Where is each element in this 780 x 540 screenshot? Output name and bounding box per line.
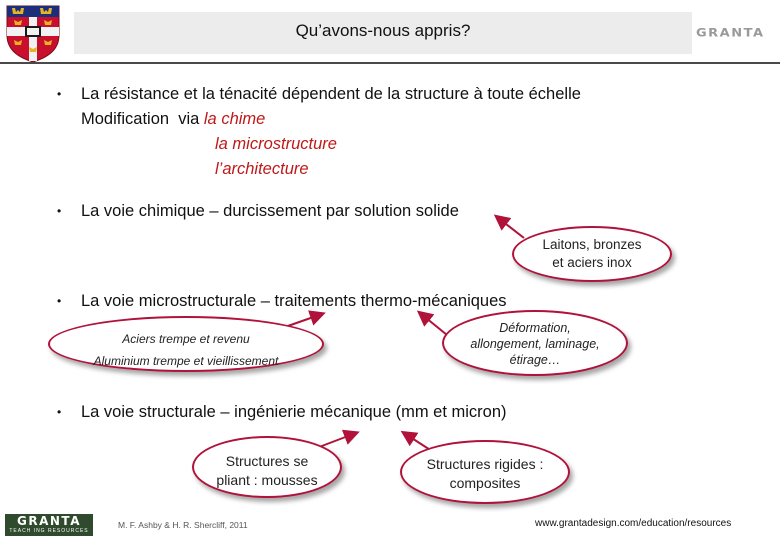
granta-footer-logo-name: GRANTA: [17, 514, 81, 528]
callout-laitons-line-2: et aciers inox: [552, 255, 632, 270]
modification-chime: la chime: [203, 110, 266, 128]
callout-laitons-text: [512, 236, 672, 272]
callout-deformation-line-3: étirage…: [509, 353, 561, 367]
modification-line: [81, 110, 265, 129]
callout-mousses-line-2: pliant : mousses: [216, 472, 318, 488]
page-title: Qu’avons-nous appris?: [295, 21, 471, 40]
callout-deformation-line-2: allongement, laminage,: [470, 337, 600, 351]
granta-header-logo: GRANTA: [696, 27, 765, 40]
bullet-4-marker: •: [57, 405, 62, 419]
granta-footer-logo: [5, 514, 93, 536]
arrow-laitons: [497, 217, 524, 238]
bullet-4-text: La voie structurale – ingénierie mécanique (mm et micron): [81, 403, 507, 421]
bullet-2-text: La voie chimique – durcissement par solution solide: [81, 202, 459, 220]
bullet-1-text: La résistance et la ténacité dépendent de la structure à toute échelle: [81, 85, 581, 103]
modification-microstructure: la microstructure: [215, 135, 337, 153]
callout-deformation-line-1: Déformation,: [499, 321, 571, 335]
callout-laitons-line-1: Laitons, bronzes: [542, 237, 642, 252]
callout-trempe-line-2: Aluminium trempe et vieillissement: [93, 354, 279, 368]
modification-prefix: Modification via: [81, 110, 204, 128]
callout-trempe-line-1: Aciers trempe et revenu: [122, 332, 250, 346]
footer-authors: M. F. Ashby & H. R. Shercliff, 2011: [118, 520, 248, 530]
callout-deformation-text: [442, 320, 628, 368]
bullet-2-marker: •: [57, 204, 62, 218]
modification-architecture: l’architecture: [215, 160, 309, 178]
callout-trempe-text: [48, 328, 324, 372]
callout-composites-text: [400, 455, 570, 493]
footer-website-link[interactable]: www.grantadesign.com/education/resources: [535, 518, 732, 529]
callout-mousses-line-1: Structures se: [225, 453, 309, 469]
callout-composites-line-2: composites: [449, 475, 521, 491]
callout-composites-line-1: Structures rigides :: [426, 456, 544, 472]
bullet-1-marker: •: [57, 87, 62, 101]
bullet-3-text: La voie microstructurale – traitements thermo-mécaniques: [81, 292, 507, 310]
bullet-3-marker: •: [57, 294, 62, 308]
granta-footer-logo-sub: TEACH ING RESOURCES: [9, 528, 89, 534]
callout-mousses-text: [192, 452, 342, 490]
